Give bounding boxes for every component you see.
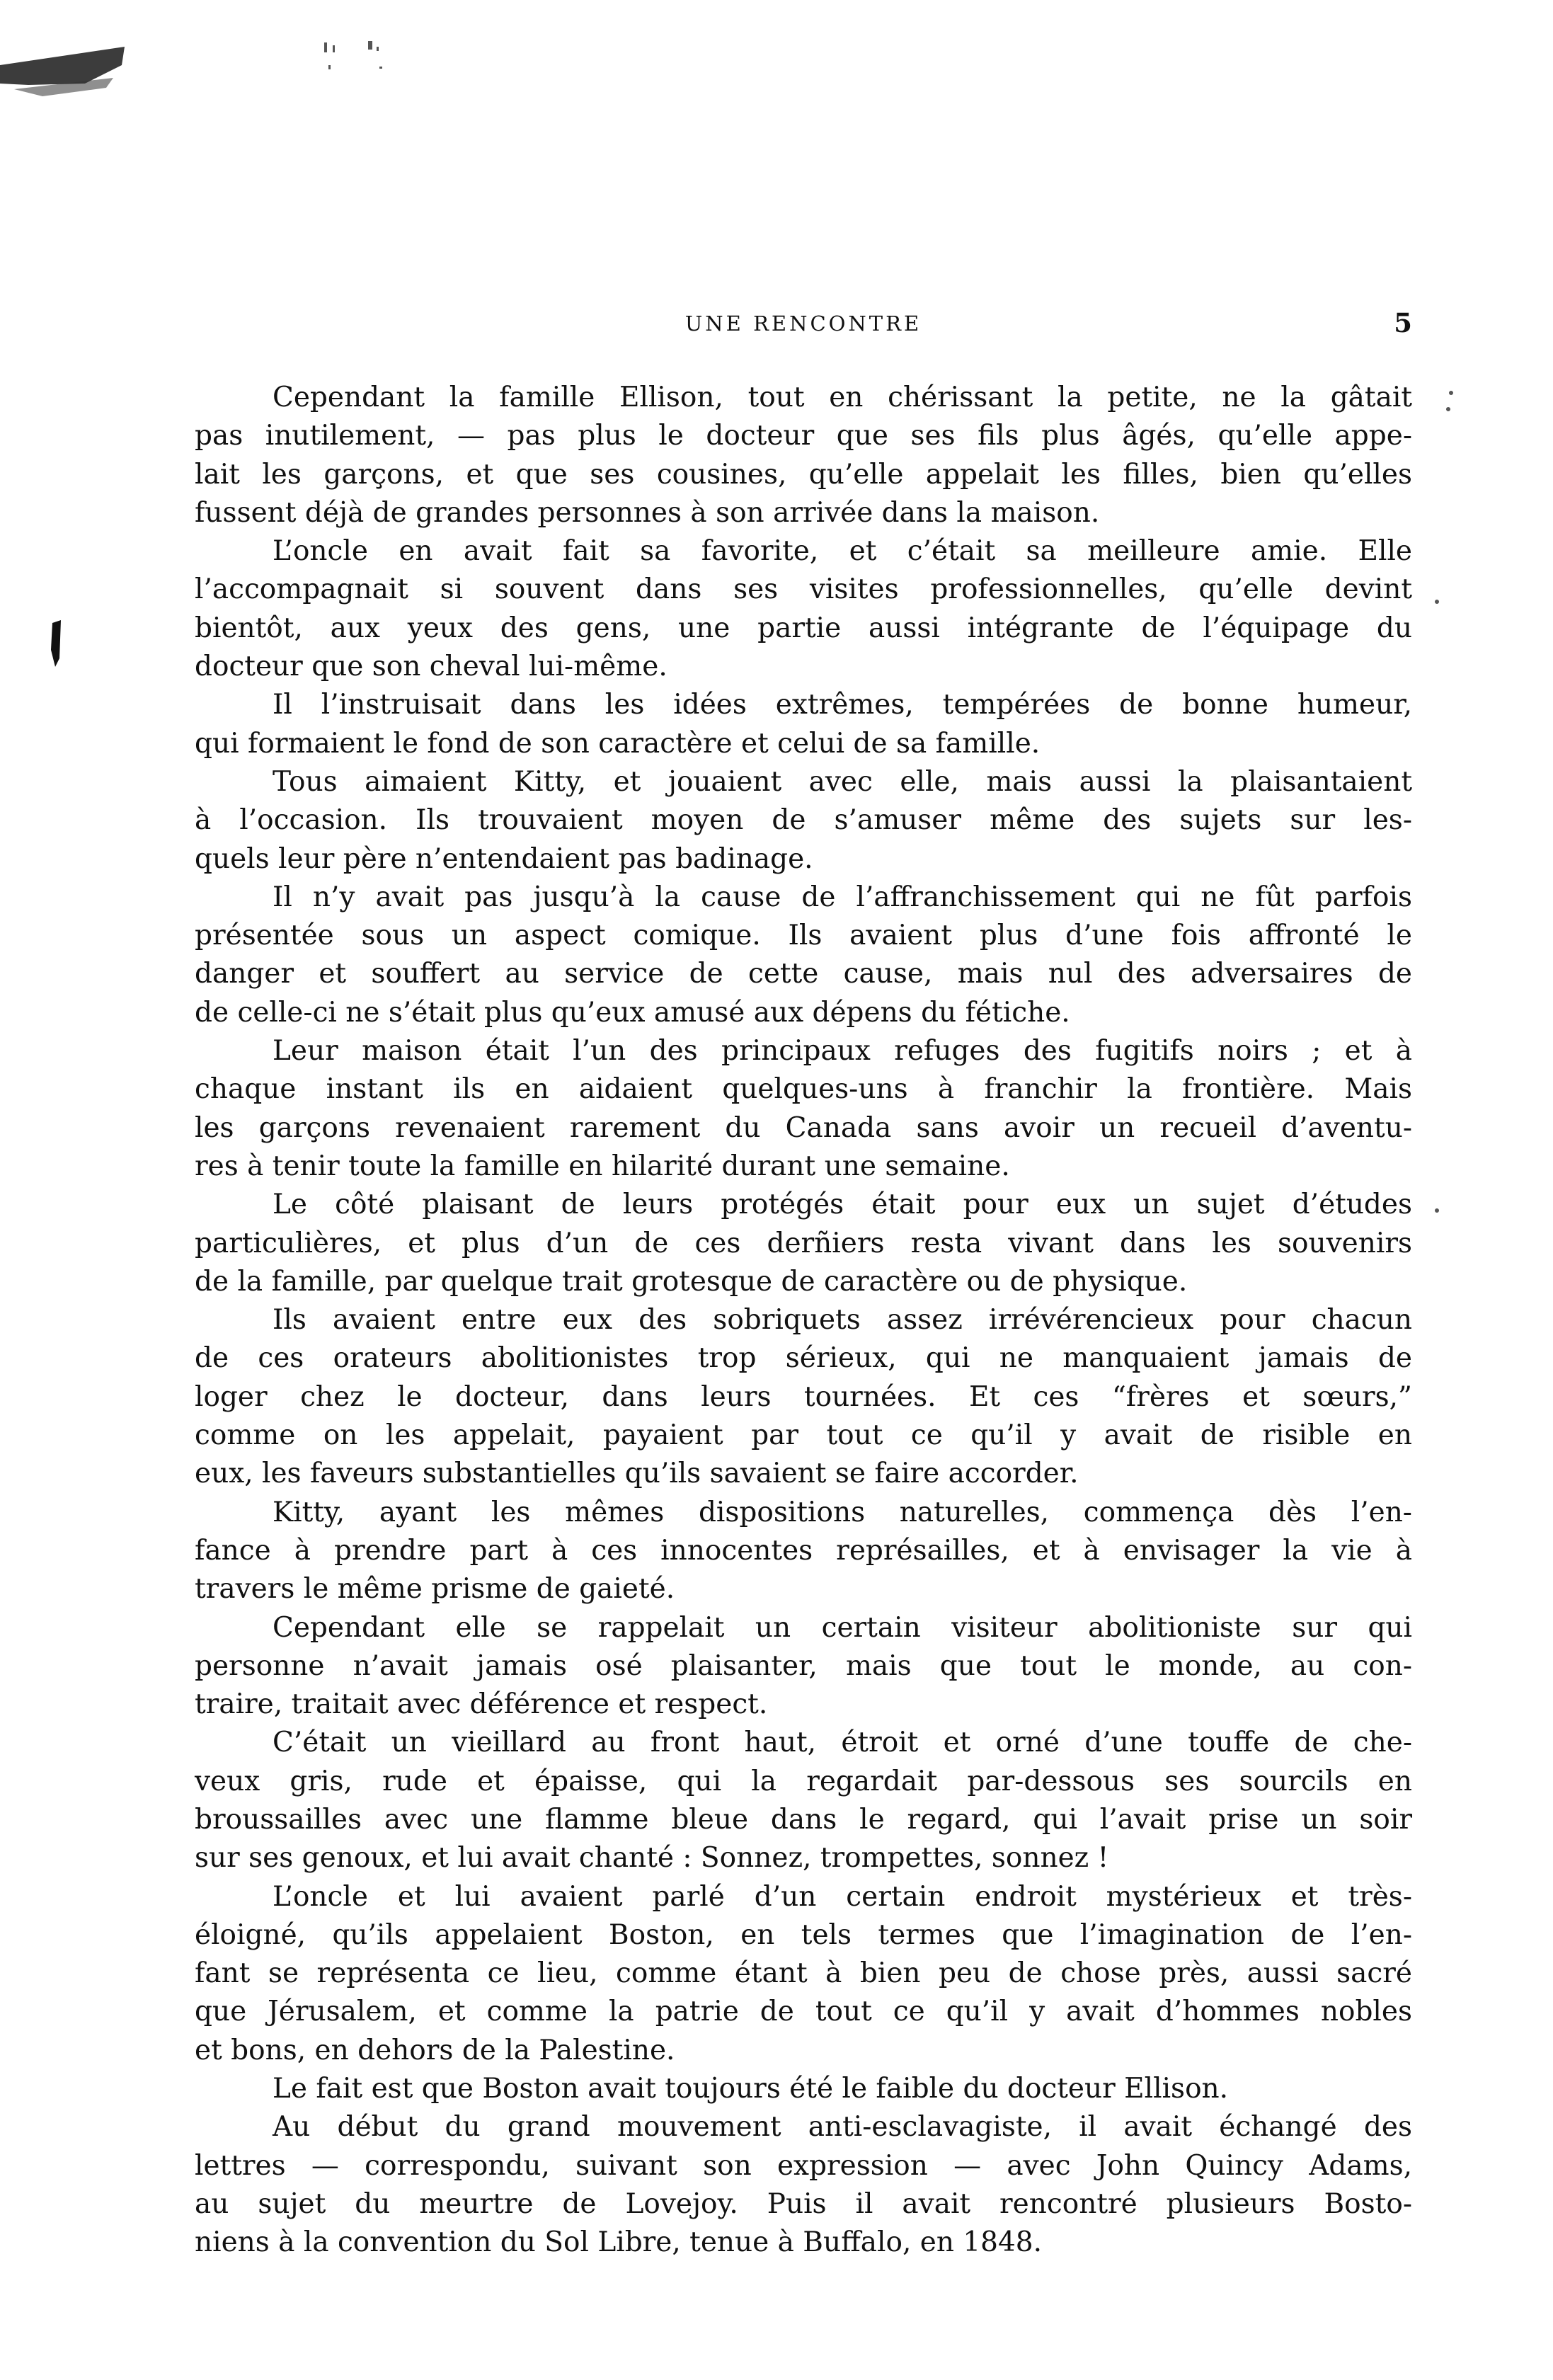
text-line: Kitty, ayant les mêmes dispositions naturelles, commença dès l’en- <box>273 1496 1412 1528</box>
text-line: niens à la convention du Sol Libre, tenue à Buffalo, en 1848. <box>195 2226 1043 2259</box>
text-line: eux, les faveurs substantielles qu’ils savaient se faire accorder. <box>195 1458 1079 1490</box>
text-line: fussent déjà de grandes personnes à son arrivée dans la maison. <box>195 496 1100 529</box>
page-number: 5 <box>1394 307 1412 338</box>
text-line: Tous aimaient Kitty, et jouaient avec elle, mais aussi la plaisantaient <box>273 765 1412 798</box>
text-line: Le fait est que Boston avait toujours été le faible du docteur Ellison. <box>273 2073 1229 2105</box>
text-line: chaque instant ils en aidaient quelques-uns à franchir la frontière. Mais <box>195 1073 1412 1106</box>
text-line: les garçons revenaient rarement du Canada sans avoir un recueil d’aventu- <box>195 1111 1412 1144</box>
text-line: sur ses genoux, et lui avait chanté : Sonnez, trompettes, sonnez ! <box>195 1842 1109 1875</box>
text-line: veux gris, rude et épaisse, qui la regardait par-dessous ses sourcils en <box>195 1765 1412 1797</box>
text-line: qui formaient le fond de son caractère et celui de sa famille. <box>195 727 1041 760</box>
page-header <box>195 307 1412 347</box>
text-line: de ces orateurs abolitionistes trop sérieux, qui ne manquaient jamais de <box>195 1342 1412 1375</box>
text-line: Il n’y avait pas jusqu’à la cause de l’affranchissement qui ne fût parfois <box>273 881 1412 913</box>
text-line: que Jérusalem, et comme la patrie de tout ce qu’il y avait d’hommes nobles <box>195 1996 1412 2028</box>
text-line: comme on les appelait, payaient par tout ce qu’il y avait de risible en <box>195 1419 1412 1452</box>
text-line: danger et souffert au service de cette cause, mais nul des adversaires de <box>195 958 1412 990</box>
margin-mark-left <box>51 620 61 667</box>
text-line: Le côté plaisant de leurs protégés était pour eux un sujet d’études <box>273 1189 1412 1221</box>
text-line: fance à prendre part à ces innocentes représailles, et à envisager la vie à <box>195 1534 1412 1567</box>
text-line: et bons, en dehors de la Palestine. <box>195 2034 675 2066</box>
body-text <box>195 379 1412 2262</box>
margin-dots-right <box>1435 391 1453 1213</box>
ink-specks-top <box>324 41 382 69</box>
text-line: broussailles avec une flamme bleue dans le regard, qui l’avait prise un soir <box>195 1803 1412 1836</box>
running-title: UNE RENCONTRE <box>684 311 922 336</box>
text-line: au sujet du meurtre de Lovejoy. Puis il avait rencontré plusieurs Bosto- <box>195 2187 1412 2220</box>
text-line: res à tenir toute la famille en hilarité durant une semaine. <box>195 1150 1010 1182</box>
text-line: l’accompagnait si souvent dans ses visites professionnelles, qu’elle devint <box>195 573 1412 606</box>
text-line: particulières, et plus d’un de ces derñiers resta vivant dans les souvenirs <box>195 1227 1412 1259</box>
text-line: Cependant elle se rappelait un certain visiteur abolitioniste sur qui <box>273 1611 1412 1644</box>
text-line: L’oncle et lui avaient parlé d’un certain endroit mystérieux et très- <box>273 1880 1412 1913</box>
text-line: L’oncle en avait fait sa favorite, et c’était sa meilleure amie. Elle <box>273 535 1412 568</box>
text-line: Au début du grand mouvement anti-esclavagiste, il avait échangé des <box>273 2111 1412 2144</box>
text-line: de celle-ci ne s’était plus qu’eux amusé aux dépens du fétiche. <box>195 996 1070 1029</box>
text-line: Ils avaient entre eux des sobriquets assez irrévérencieux pour chacun <box>273 1304 1412 1337</box>
text-line: travers le même prisme de gaieté. <box>195 1573 675 1606</box>
text-line: lettres — correspondu, suivant son expression — avec John Quincy Adams, <box>195 2149 1412 2182</box>
text-line: à l’occasion. Ils trouvaient moyen de s’amuser même des sujets sur les- <box>195 804 1412 837</box>
text-line: éloigné, qu’ils appelaient Boston, en tels termes que l’imagination de l’en- <box>195 1918 1412 1951</box>
text-line: docteur que son cheval lui-même. <box>195 651 667 683</box>
text-line: bientôt, aux yeux des gens, une partie aussi intégrante de l’équipage du <box>195 612 1412 644</box>
text-line: traire, traitait avec déférence et respect. <box>195 1688 768 1721</box>
text-line: pas inutilement, — pas plus le docteur que ses fils plus âgés, qu’elle appe- <box>195 420 1412 452</box>
text-line: Cependant la famille Ellison, tout en chérissant la petite, ne la gâtait <box>273 382 1412 413</box>
text-line: Il l’instruisait dans les idées extrêmes, tempérées de bonne humeur, <box>273 689 1412 721</box>
text-line: fant se représenta ce lieu, comme étant à bien peu de chose près, aussi sacré <box>195 1957 1412 1990</box>
text-line: présentée sous un aspect comique. Ils avaient plus d’une fois affronté le <box>195 920 1412 952</box>
text-line: lait les garçons, et que ses cousines, qu’elle appelait les filles, bien qu’elles <box>195 458 1412 491</box>
text-line: quels leur père n’entendaient pas badinage. <box>195 842 813 875</box>
text-line: personne n’avait jamais osé plaisanter, mais que tout le monde, au con- <box>195 1649 1412 1682</box>
ink-smudge-top-left <box>0 47 125 96</box>
text-line: loger chez le docteur, dans leurs tournées. Et ces “frères et sœurs,” <box>195 1380 1412 1413</box>
text-line: C’était un vieillard au front haut, étroit et orné d’une touffe de che- <box>273 1727 1412 1759</box>
text-line: de la famille, par quelque trait grotesque de caractère ou de physique. <box>195 1265 1188 1298</box>
text-line: Leur maison était l’un des principaux refuges des fugitifs noirs ; et à <box>273 1035 1412 1068</box>
